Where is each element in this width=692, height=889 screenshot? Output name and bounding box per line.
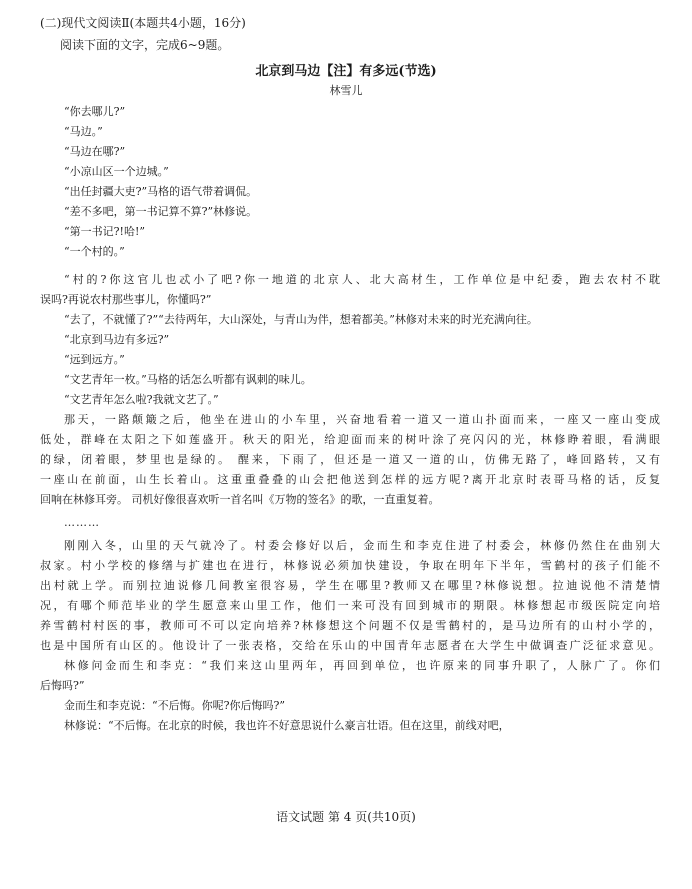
text-line: “小凉山区一个边城。” [64,165,169,178]
text-line: 况，有哪个师范毕业的学生愿意来山里工作，他们一来可没有回到城市的期限。林修想起市级医院定向培 [40,599,660,612]
text-line: 的绿，闭着眼，梦里也是绿的。 醒来，下雨了，但还是一道又一道的山，仿佛无路了，峰回路转，又有 [40,453,660,466]
text-line: “北京到马边有多远?” [64,333,170,346]
instruction: 阅读下面的文字，完成6~9题。 [60,38,230,52]
text-line: 出村就上学。而别拉迪说修几间教室很容易，学生在哪里?教师又在哪里?林修说想。拉迪说他不清楚情 [40,579,660,592]
passage-body [40,102,660,736]
text-line: 后悔吗?” [40,679,85,692]
text-line: 也是中国所有山区的。他设计了一张表格，交给在乐山的中国青年志愿者在大学生中做调查广泛征求意见。 [40,639,660,652]
passage-author: 林雪儿 [329,84,363,97]
text-line: “第一书记?!哈!” [64,225,145,238]
text-line: “远到远方。” [64,353,125,366]
text-line: “马边。” [64,125,103,138]
ellipsis-divider: ……… [64,516,100,529]
text-line: “你去哪儿?” [64,105,126,118]
text-line: 刚刚入冬，山里的天气就冷了。村委会修好以后，金而生和李克住进了村委会，林修仍然住在曲别大 [64,539,660,552]
text-line: “村的?你这官儿也忒小了吧?你一地道的北京人、北大高材生，工作单位是中纪委，跑去农村不耽 [64,273,660,286]
text-line: 林修说：“不后悔。在北京的时候，我也许不好意思说什么豪言壮语。但在这里，前线对吧， [64,719,510,732]
text-line: 养雪鹤村村医的事，教师可不可以定向培养?林修想这个问题不仅是雪鹤村的，是马边所有的山村小学的， [40,619,660,632]
text-line: 误吗?再说农村那些事儿，你懂吗?” [40,293,212,306]
text-line: “文艺青年一枚。”马格的话怎么听都有讽刺的味儿。 [64,373,312,386]
passage-title: 北京到马边【注】有多远(节选) [255,64,437,79]
text-line: “一个村的。” [64,245,125,258]
text-line: 林修问金而生和李克：“我们来这山里两年，再回到单位，也许原来的同事升职了，人脉广了。你们 [64,659,660,672]
text-line: 一座山在前面，山生长着山。这重重叠叠的山会把他送到怎样的远方呢?离开北京时表哥马格的话，反复 [40,473,660,486]
section-heading: (二)现代文阅读Ⅱ(本题共4小题，16分) [40,16,246,30]
text-line: 金而生和李克说：“不后悔。你呢?你后悔吗?” [64,699,286,712]
text-line: “出任封疆大吏?”马格的语气带着调侃。 [64,185,258,198]
text-line: “去了，不就懂了?”“去待两年，大山深处，与青山为伴，想着都美。”林修对未来的时光充满向往。 [64,313,538,326]
text-line: 那天，一路颠簸之后，他坐在进山的小车里，兴奋地看着一道又一道山扑面而来，一座又一座山变成 [64,413,660,426]
text-line: “文艺青年怎么啦?我就文艺了。” [64,393,219,406]
text-line: “马边在哪?” [64,145,126,158]
text-line: “差不多吧，第一书记算不算?”林修说。 [64,205,258,218]
text-line: 低处，群峰在太阳之下如莲盛开。秋天的阳光，给迎面而来的树叶涂了亮闪闪的光，林修睁着眼，看满眼 [40,433,660,446]
text-line: 回响在林修耳旁。 司机好像很喜欢听一首名叫《万物的签名》的歌，一直重复着。 [40,493,440,506]
text-line: 叔家。村小学校的修缮与扩建也在进行，林修说必须加快建设，争取在明年下半年，雪鹤村的孩子们能不 [40,559,660,572]
page-footer: 语文试题 第 4 页(共10页) [276,810,416,824]
